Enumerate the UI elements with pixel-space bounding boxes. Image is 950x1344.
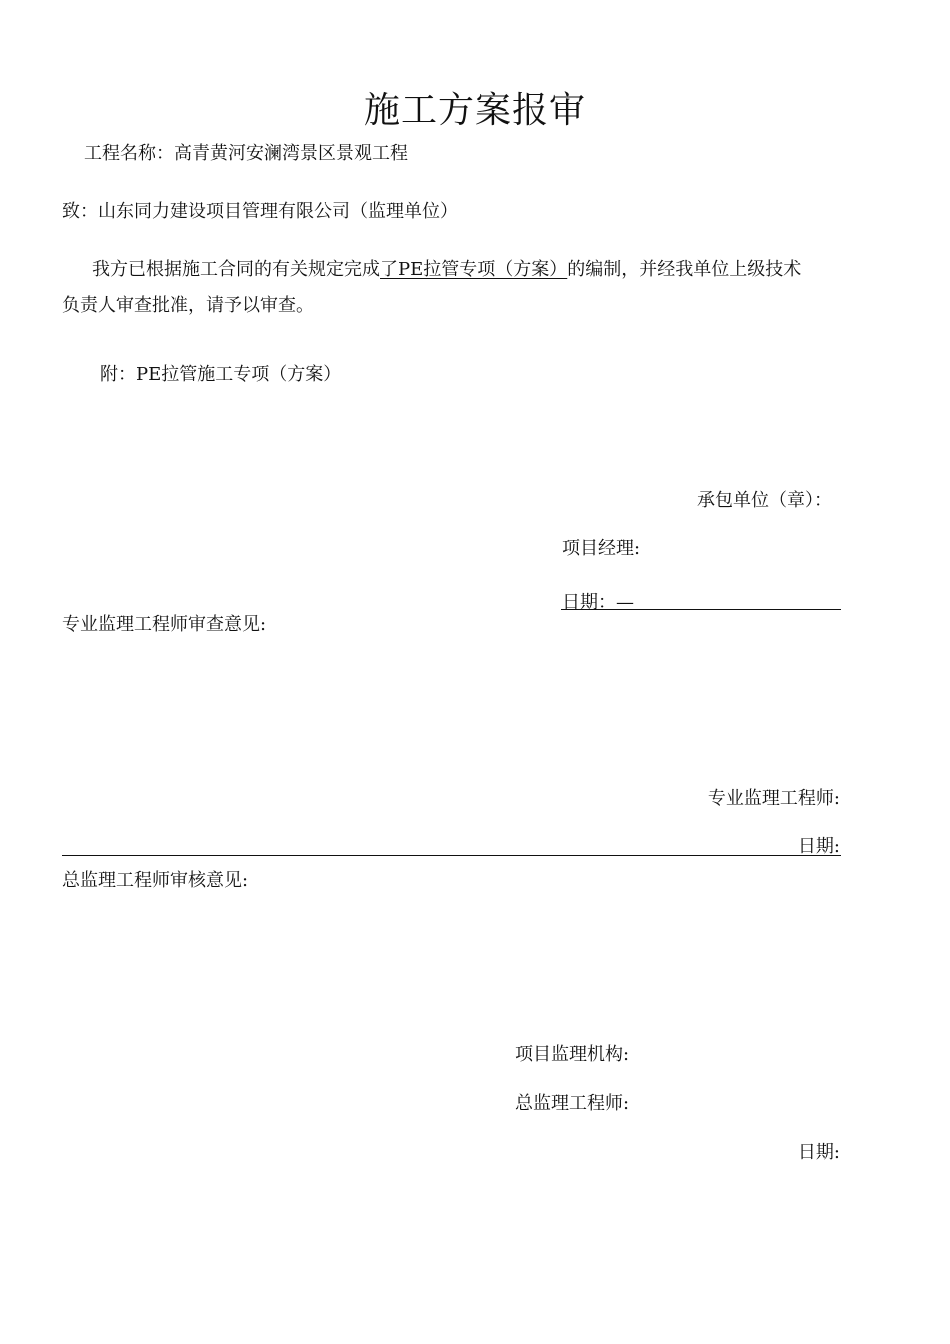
body-text-underlined: 了PE拉管专项（方案） <box>380 259 568 280</box>
chief-review-heading: 总监理工程师审核意见: <box>62 870 249 891</box>
contractor-date-label: 日期：— <box>562 592 634 613</box>
attachment-line: 附：PE拉管施工专项（方案） <box>100 364 342 385</box>
project-manager-label: 项目经理: <box>562 538 641 559</box>
document-title: 施工方案报审 <box>363 90 586 131</box>
body-line-2: 负责人审查批准，请予以审查。 <box>62 295 314 316</box>
contractor-unit-label: 承包单位（章）： <box>697 490 832 511</box>
supervision-org-label: 项目监理机构: <box>515 1044 630 1065</box>
chief-engineer-label: 总监理工程师: <box>515 1093 630 1114</box>
project-name-value: 高青黄河安澜湾景区景观工程 <box>174 143 408 164</box>
addressee-role: （监理单位） <box>350 201 458 222</box>
specialist-date-label: 日期: <box>797 836 840 857</box>
specialist-engineer-label: 专业监理工程师: <box>707 788 840 809</box>
project-name-label: 工程名称： <box>84 143 174 164</box>
addressee-prefix: 致： <box>62 201 98 222</box>
body-line-1 <box>92 258 801 282</box>
body-text-post: 的编制，并经我单位上级技术 <box>567 259 802 280</box>
section-divider <box>62 855 841 856</box>
addressee-company: 山东同力建设项目管理有限公司 <box>98 201 350 222</box>
specialist-review-heading: 专业监理工程师审查意见: <box>62 614 267 635</box>
contractor-date-underline <box>561 609 841 610</box>
addressee-row <box>62 200 458 224</box>
chief-date-label: 日期: <box>797 1142 840 1163</box>
project-name-row <box>84 142 408 166</box>
body-text-pre: 我方已根据施工合同的有关规定完成 <box>92 259 380 280</box>
